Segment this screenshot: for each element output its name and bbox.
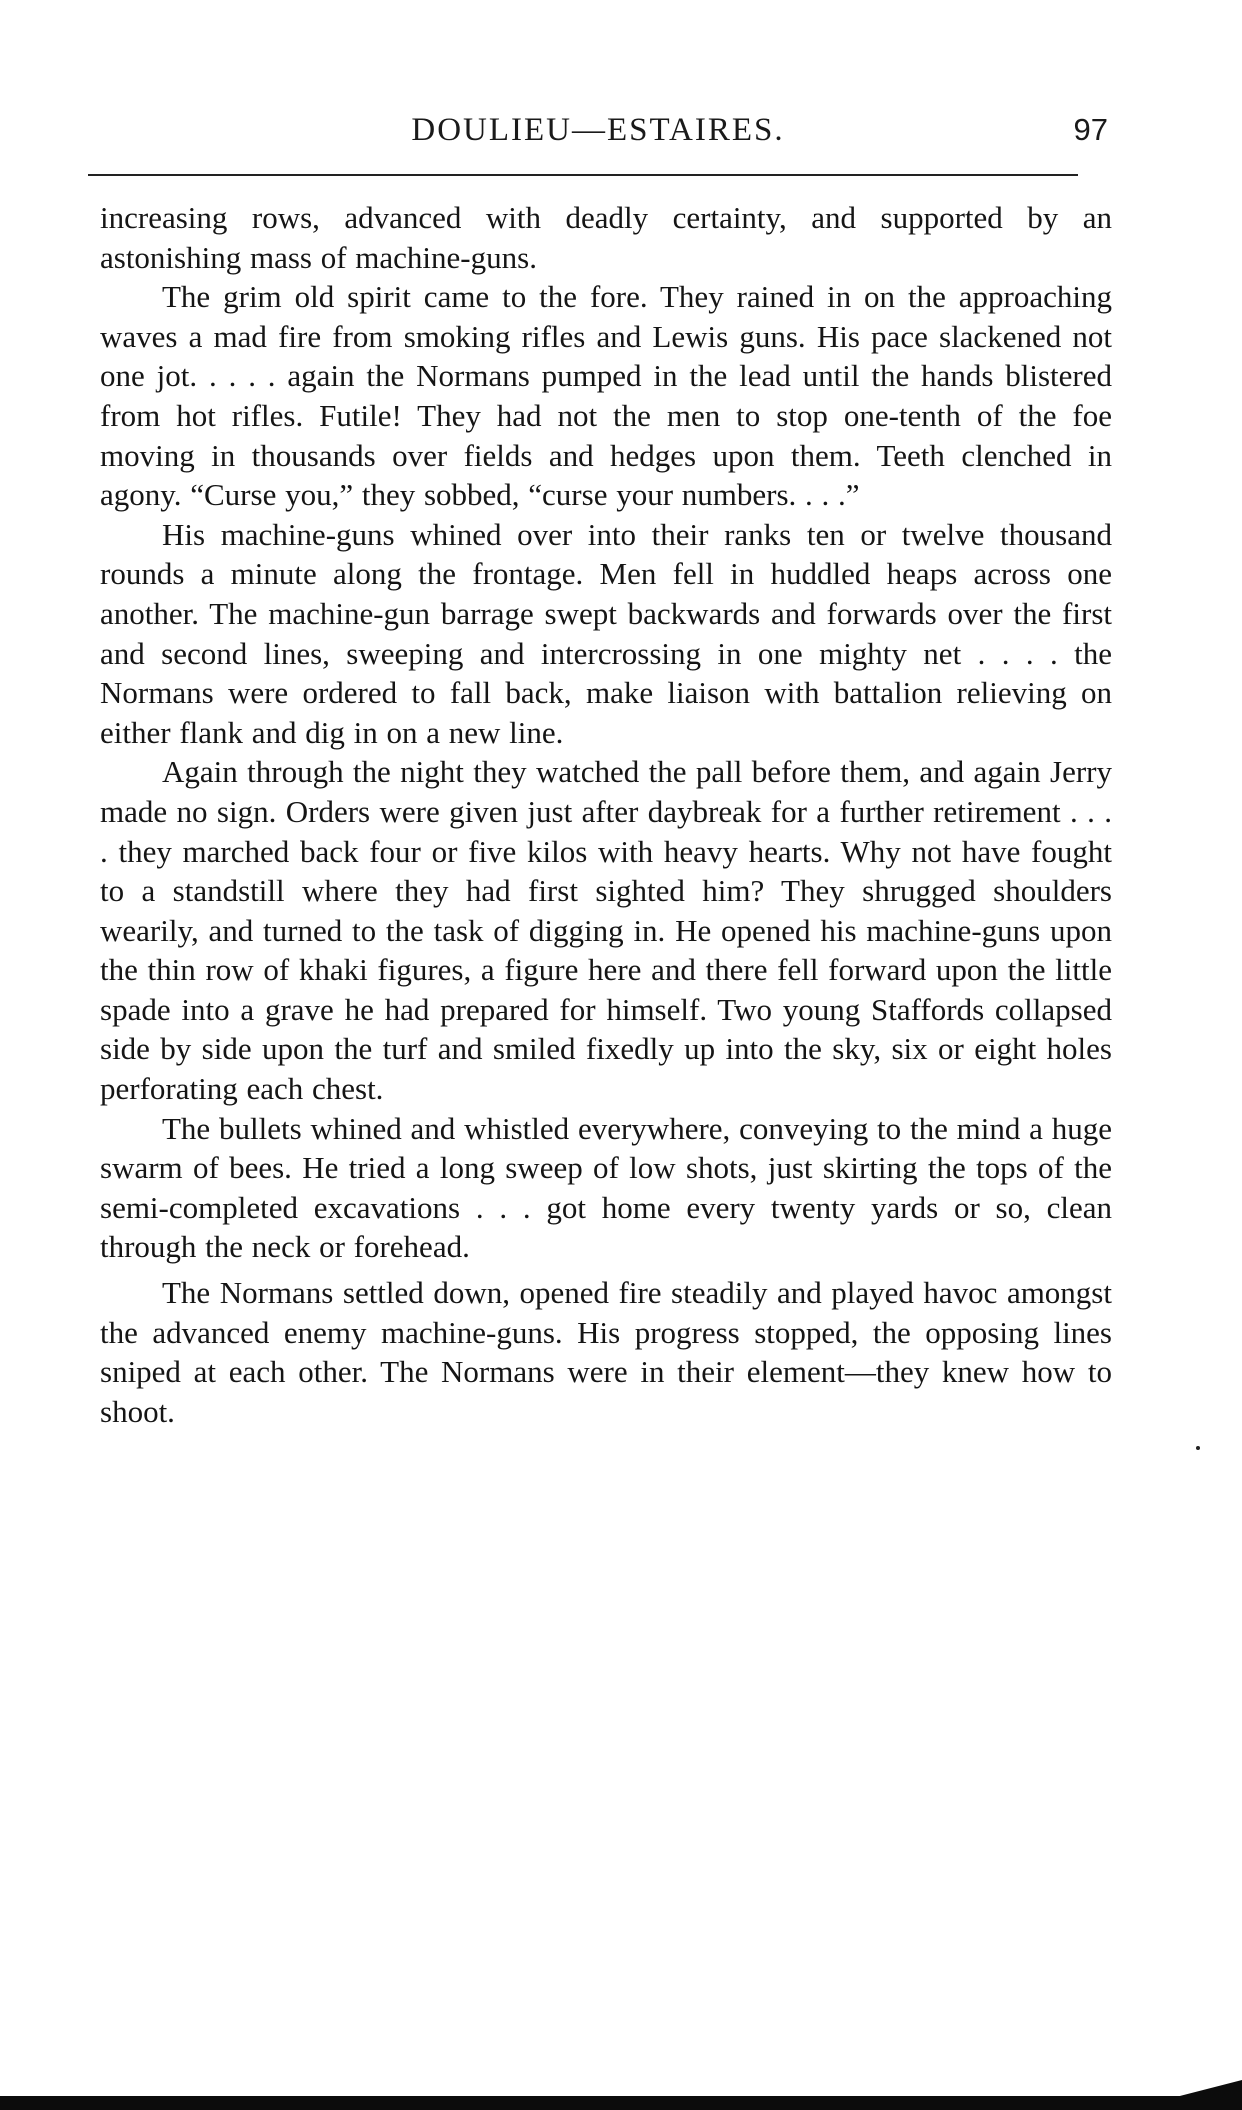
paragraph: Again through the night they watched the pall before them, and again Jerry made no sign. Orders were given just after daybreak for a further retirement . . . . they marched back four or five kilos with heavy hearts. Why not have fought to a standstill where they had first sighted him? They shrugged shoulders wearily, and turned to the task of digging in. He opened his machine-guns upon the thin row of khaki figures, a figure here and there fell forward upon the little spade into a grave he had prepared for himself. Two young Staffords collapsed side by side upon the turf and smiled fixedly up into the sky, six or eight holes perforating each chest. — [100, 754, 1112, 1107]
body-text — [100, 198, 1112, 1431]
scan-edge-mark — [1172, 2076, 1242, 2098]
paragraph: The Normans settled down, opened fire steadily and played havoc amongst the advanced enemy machine-guns. His progress stopped, the opposing lines sniped at each other. The Normans were in their element—they knew how to shoot. — [100, 1275, 1112, 1429]
print-speck — [1196, 1446, 1200, 1450]
page-number: 97 — [1073, 112, 1108, 147]
running-head — [88, 112, 1108, 162]
scan-bottom-edge — [0, 2096, 1242, 2110]
paragraph: His machine-guns whined over into their ranks ten or twelve thousand rounds a minute along the frontage. Men fell in huddled heaps across one another. The machine-gun barrage swept backwards and forwards over the first and second lines, sweeping and intercrossing in one mighty net . . . . the Normans were ordered to fall back, make liaison with battalion relieving on either flank and dig in on a new line. — [100, 516, 1112, 750]
paragraph: The grim old spirit came to the fore. They rained in on the approaching waves a mad fire from smoking rifles and Lewis guns. His pace slackened not one jot. . . . . again the Normans pumped in the lead until the hands blistered from hot rifles. Futile! They had not the men to stop one-tenth of the foe moving in thousands over fields and hedges upon them. Teeth clenched in agony. “Curse you,” they sobbed, “curse your numbers. . . .” — [100, 279, 1112, 513]
header-rule — [88, 174, 1078, 176]
paragraph: The bullets whined and whistled everywhere, conveying to the mind a huge swarm of bees. He tried a long sweep of low shots, just skirting the tops of the semi-completed excavations . . . got home every twenty yards or so, clean through the neck or forehead. — [100, 1110, 1112, 1265]
running-title: DOULIEU—ESTAIRES. — [411, 112, 785, 148]
paragraph-continued: increasing rows, advanced with deadly certainty, and supported by an astonishing mass of machine-guns. — [100, 200, 1112, 275]
